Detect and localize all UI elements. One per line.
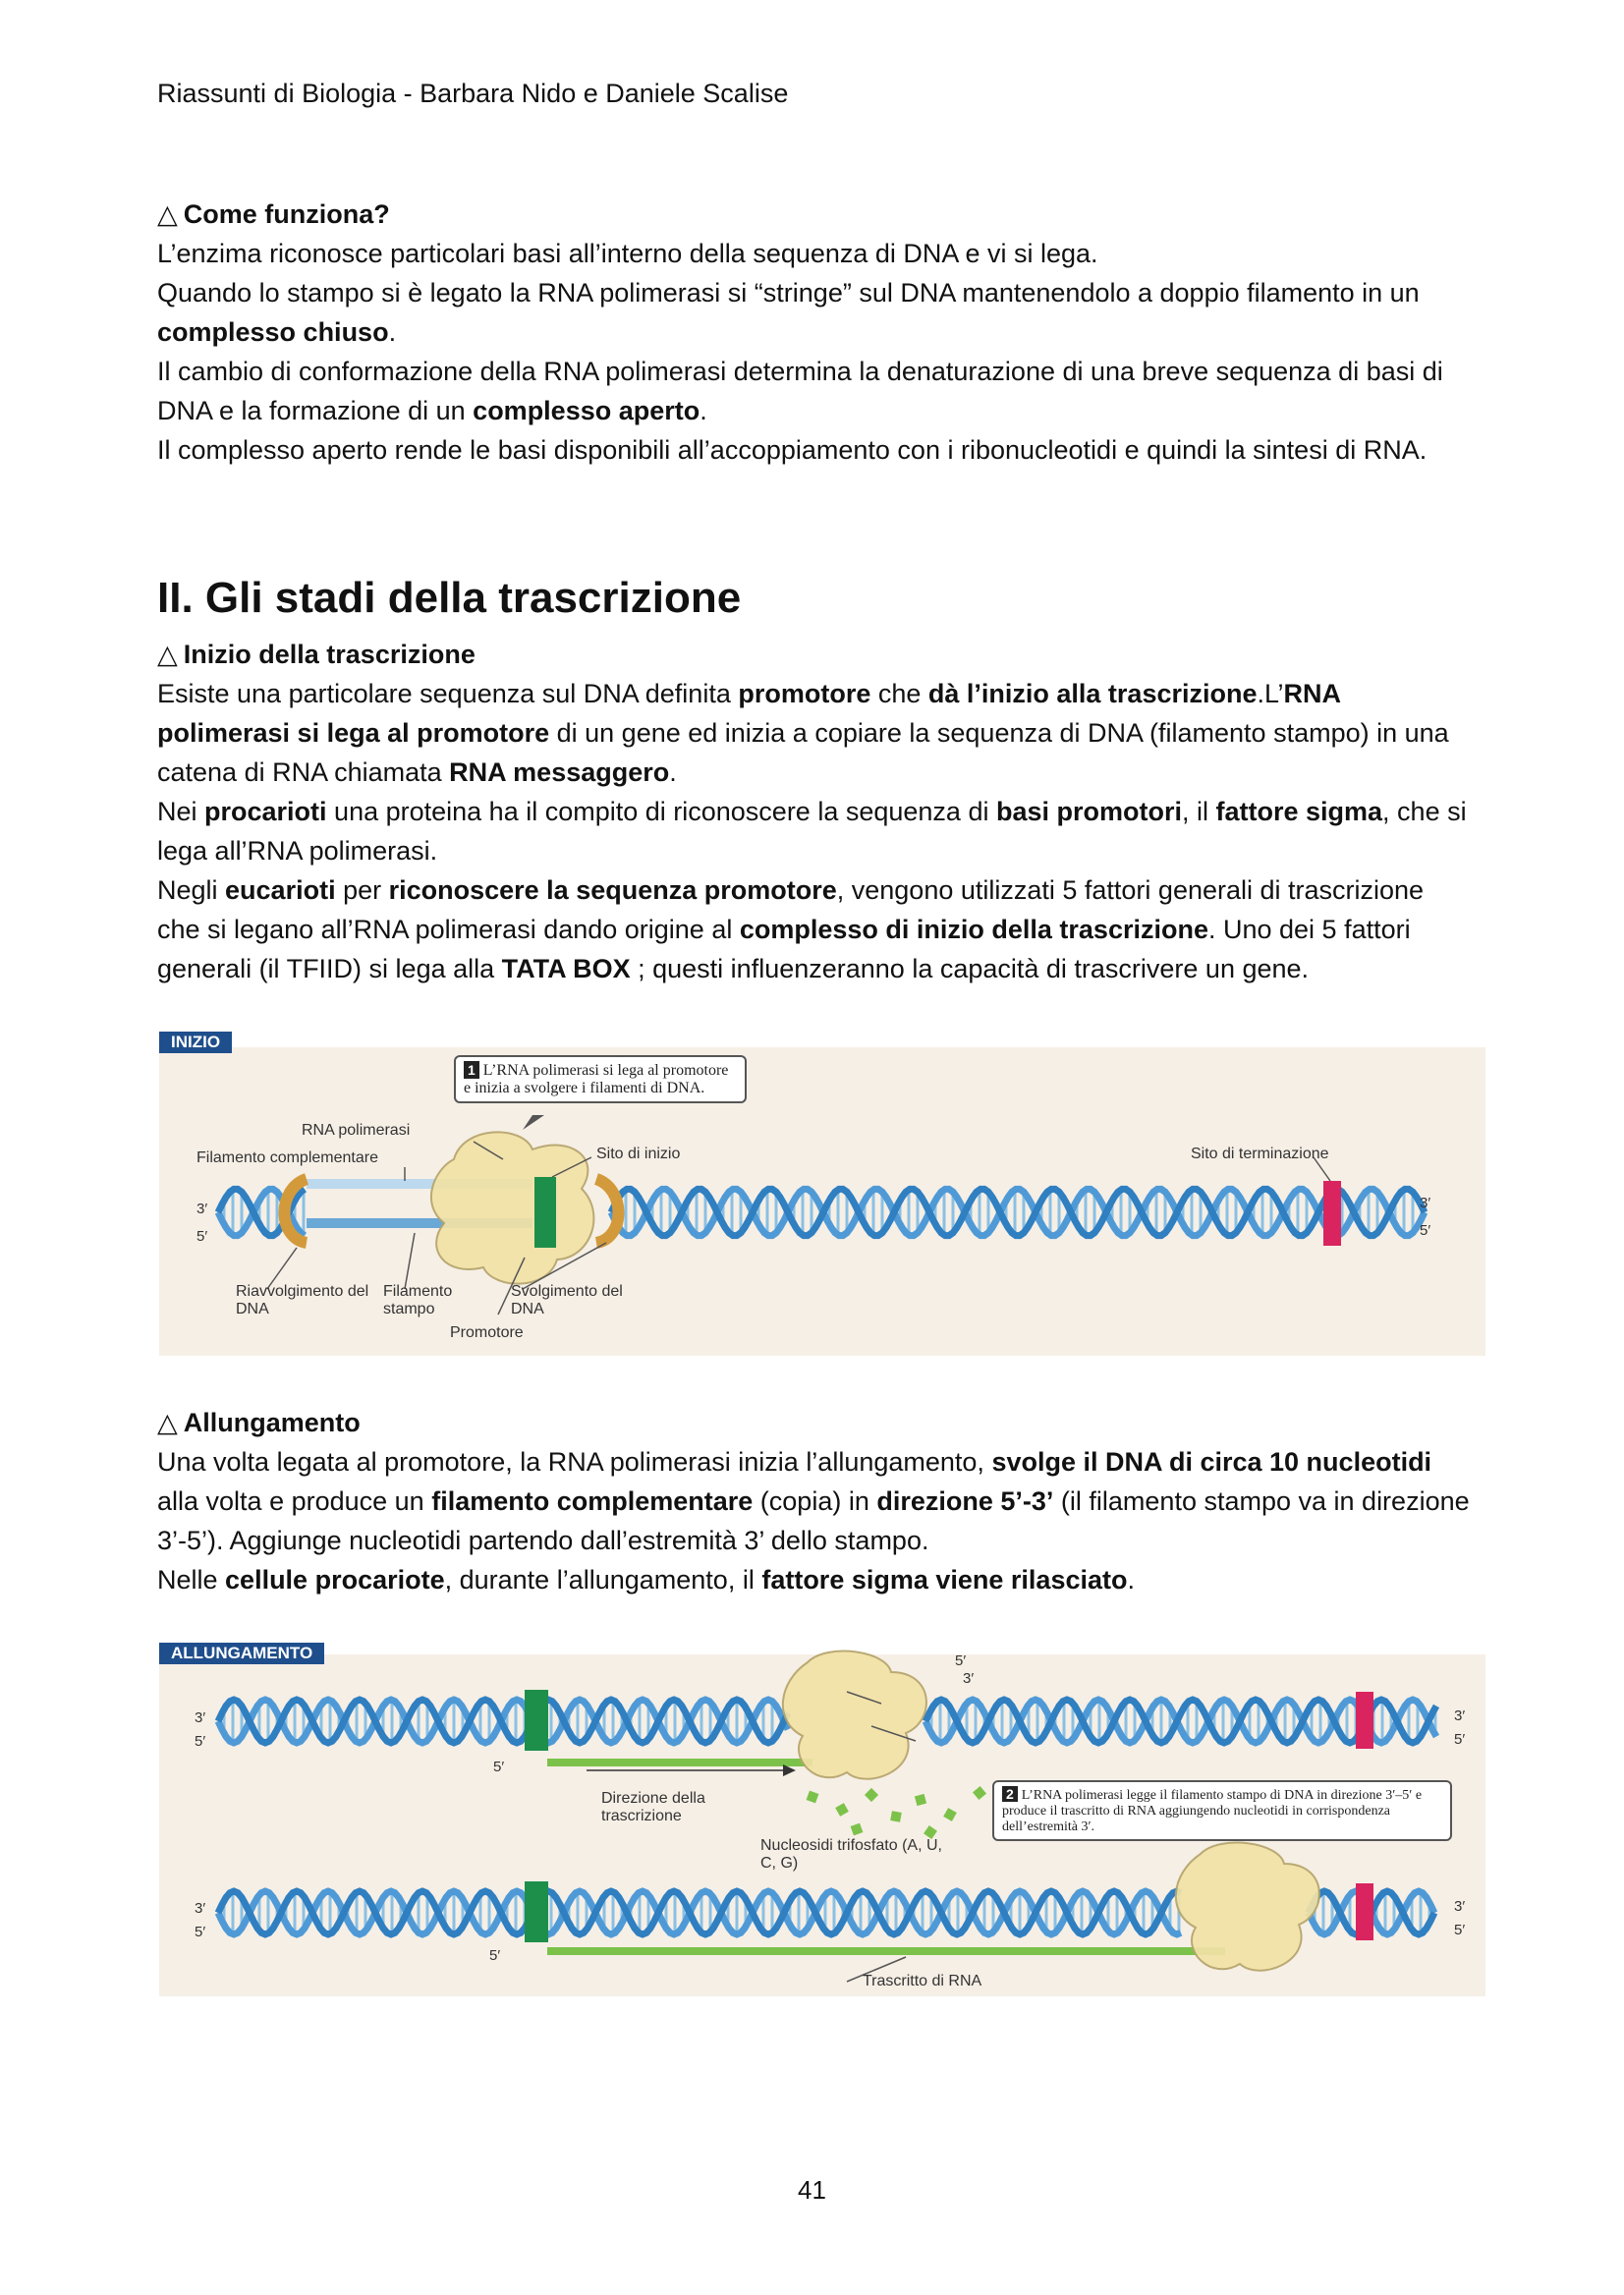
figure-tag: INIZIO [159, 1032, 232, 1053]
label-nucleosidi-trifosfato: Nucleosidi trifosfato (A, U, C, G) [760, 1837, 942, 1872]
rna-transcript [547, 1947, 1225, 1955]
label-3-prime: 3′ [1454, 1898, 1466, 1915]
section-title: Come funziona? [183, 199, 390, 229]
label-3-prime: 3′ [195, 1900, 206, 1917]
unwinding-arrow [596, 1179, 619, 1243]
label-5-prime: 5′ [493, 1759, 505, 1775]
label-5-prime: 5′ [1454, 1731, 1466, 1748]
paragraph: L’enzima riconosce particolari basi all’interno della sequenza di DNA e vi si lega. [157, 239, 1098, 268]
dna-helix [218, 1189, 1425, 1235]
section-title: Inizio della trascrizione [183, 640, 476, 669]
start-site-marker [525, 1881, 548, 1942]
label-promotore: Promotore [450, 1324, 524, 1341]
termination-site-marker [1356, 1692, 1373, 1749]
chapter-heading: II. Gli stadi della trascrizione [157, 574, 742, 622]
label-3-prime: 3′ [1454, 1707, 1466, 1724]
section-title: Allungamento [183, 1408, 361, 1437]
label-trascritto-rna: Trascritto di RNA [863, 1973, 982, 1989]
triangle-icon: △ [157, 640, 178, 669]
start-site-marker [534, 1177, 556, 1248]
page-header: Riassunti di Biologia - Barbara Nido e Daniele Scalise [157, 79, 789, 108]
figure-inizio [159, 1032, 1485, 1356]
rna-polymerase-shape [1176, 1843, 1319, 1971]
section-inizio [157, 635, 1474, 988]
label-3-prime: 3′ [196, 1201, 208, 1217]
callout-step-1: 1 L’RNA polimerasi si lega al promotore e inizia a svolgere i filamenti di DNA. [454, 1055, 747, 1103]
label-3-prime: 3′ [1420, 1195, 1431, 1211]
label-5-prime: 5′ [196, 1228, 208, 1245]
label-5-prime: 5′ [955, 1652, 967, 1669]
label-filamento-stampo: Filamento stampo [383, 1283, 453, 1317]
label-5-prime: 5′ [489, 1947, 501, 1964]
triangle-icon: △ [157, 199, 178, 229]
paragraph: Il cambio di conformazione della RNA polimerasi determina la denaturazione di una breve sequenza di basi di DNA e la formazione di un complesso aperto. [157, 357, 1443, 425]
paragraph: Esiste una particolare sequenza sul DNA definita promotore che dà l’inizio alla trascrizione.L’RNA polimerasi si lega al promotore di un gene ed inizia a copiare la sequenza di DNA (filamento stampo) in una catena di RNA chiamata RNA messaggero. [157, 679, 1449, 787]
label-sito-di-inizio: Sito di inizio [596, 1146, 681, 1162]
callout-step-2: 2 L’RNA polimerasi legge il filamento stampo di DNA in direzione 3′–5′ e produce il trascritto di RNA aggiungendo nucleotidi in corrispondenza dell’estremità 3′. [992, 1780, 1452, 1841]
paragraph: Nelle cellule procariote, durante l’allungamento, il fattore sigma viene rilasciato. [157, 1565, 1135, 1595]
termination-site-marker [1356, 1883, 1373, 1940]
label-5-prime: 5′ [1420, 1222, 1431, 1239]
paragraph: Una volta legata al promotore, la RNA polimerasi inizia l’allungamento, svolge il DNA di circa 10 nucleotidi alla volta e produce un filamento complementare (copia) in direzione 5’-3’ (il filamento stampo va in direzione 3’-5’). Aggiunge nucleotidi partendo dall’estremità 3’ dello stampo. [157, 1447, 1470, 1555]
rna-transcript [547, 1759, 812, 1766]
label-5-prime: 5′ [1454, 1922, 1466, 1938]
termination-site-marker [1323, 1181, 1341, 1246]
label-sito-di-terminazione: Sito di terminazione [1191, 1146, 1329, 1162]
label-rna-polimerasi: RNA polimerasi [302, 1122, 411, 1139]
label-svolgimento: Svolgimento del DNA [511, 1283, 623, 1317]
label-filamento-complementare: Filamento complementare [196, 1149, 378, 1166]
nucleoside-triphosphates [807, 1786, 1016, 1839]
paragraph: Nei procarioti una proteina ha il compito di riconoscere la sequenza di basi promotori, il fattore sigma, che si lega all’RNA polimerasi. [157, 797, 1467, 866]
label-3-prime: 3′ [963, 1670, 975, 1687]
label-5-prime: 5′ [195, 1924, 206, 1940]
section-come-funziona [157, 195, 1474, 470]
paragraph: Negli eucarioti per riconoscere la sequenza promotore, vengono utilizzati 5 fattori generali di trascrizione che si legano all’RNA polimerasi dando origine al complesso di inizio della trascrizione. Uno dei 5 fattori generali (il TFIID) si lega alla TATA BOX ; questi influenzeranno la capacità di trascrivere un gene. [157, 875, 1425, 983]
rna-polymerase-shape [783, 1651, 926, 1779]
figure-allungamento [159, 1643, 1485, 1996]
label-direzione-trascrizione: Direzione della trascrizione [601, 1790, 705, 1824]
label-5-prime: 5′ [195, 1733, 206, 1750]
section-allungamento [157, 1403, 1474, 1599]
figure-tag: ALLUNGAMENTO [159, 1643, 324, 1664]
rna-polymerase-shape [431, 1132, 594, 1283]
paragraph: Il complesso aperto rende le basi disponibili all’accoppiamento con i ribonucleotidi e quindi la sintesi di RNA. [157, 435, 1428, 465]
paragraph: Quando lo stampo si è legato la RNA polimerasi si “stringe” sul DNA mantenendolo a doppio filamento in un complesso chiuso. [157, 278, 1420, 347]
label-riavvolgimento: Riavvolgimento del DNA [236, 1283, 369, 1317]
start-site-marker [525, 1690, 548, 1751]
page-number: 41 [798, 2175, 826, 2205]
triangle-icon: △ [157, 1408, 178, 1437]
label-3-prime: 3′ [195, 1709, 206, 1726]
